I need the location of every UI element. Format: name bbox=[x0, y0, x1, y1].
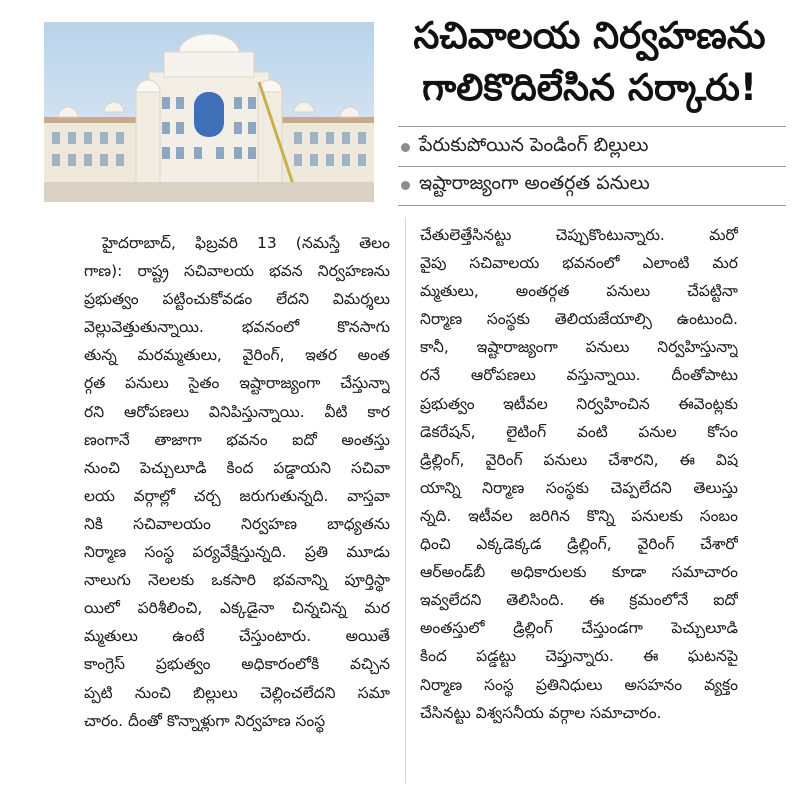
article-line: కింద పడ్డట్టు చెప్తున్నారు. ఈ ఘటనపై bbox=[420, 647, 738, 666]
bullet-icon bbox=[401, 143, 410, 152]
divider-line bbox=[398, 166, 786, 167]
article-line: కానీ, ఇష్టారాజ్యంగా పనులు నిర్వహిస్తున్నా bbox=[420, 338, 738, 357]
article-line: డ్రిల్లింగ్, వైరింగ్ పనులు చేశారని, ఈ విష bbox=[420, 450, 738, 469]
article-line: తున్న మరమ్మతులు, వైరింగ్, ఇతర అంత bbox=[84, 346, 390, 365]
article-line: రనే ఆరోపణలు వస్తున్నాయి. దీంతోపాటు bbox=[420, 366, 738, 385]
article-line: హైదరాబాద్, ఫిబ్రవరి 13 (నమస్తే తెలం bbox=[102, 234, 390, 252]
subhead-text: ఇష్టారాజ్యంగా అంతర్గత పనులు bbox=[419, 171, 650, 194]
secretariat-building-photo bbox=[44, 22, 374, 202]
article-line: రని ఆరోపణలు వినిపిస్తున్నాయి. వీటి కార bbox=[84, 402, 390, 421]
article-line: ర్గత పనులు సైతం ఇష్టారాజ్యంగా చేస్తున్నా bbox=[84, 374, 390, 393]
headline bbox=[392, 10, 787, 114]
divider-line bbox=[398, 126, 786, 127]
article-line: యిలో పరిశీలించి, ఎక్కడైనా చిన్నచిన్న మర bbox=[84, 599, 390, 618]
article-line: ధించి ఎక్కడెక్కడ డ్రిల్లింగ్, వైరింగ్ చేశారో bbox=[420, 535, 738, 554]
building-illustration bbox=[44, 22, 374, 202]
article-line: చారం. దీంతో కొన్నాళ్లుగా నిర్వహణ సంస్థ bbox=[84, 711, 326, 730]
divider-line bbox=[398, 205, 786, 206]
article-line: గాణ): రాష్ట్ర సచివాలయ భవన నిర్వహణను bbox=[84, 262, 390, 281]
article-line: డెకరేషన్, లైటింగ్ వంటి పనుల కోసం bbox=[420, 422, 738, 441]
article-column-left bbox=[84, 229, 390, 735]
article-line: అంతస్తులో డ్రిల్లింగ్ చేస్తుండగా పెచ్చులూడి bbox=[420, 619, 738, 638]
headline-line-2: గాలికొదిలేసిన సర్కారు! bbox=[422, 66, 757, 109]
article-line: నిర్మాణ సంస్థ పర్యవేక్షిస్తున్నది. ప్రతి మూడు bbox=[84, 543, 390, 562]
article-line: నాలుగు నెలలకు ఒకసారి భవనాన్ని పూర్తిస్థా bbox=[84, 571, 390, 590]
article-line: మ్మతులు ఉంటే చేస్తుంటారు. అయితే bbox=[84, 627, 390, 646]
article-line: ప్రభుత్వం ఇటీవల నిర్వహించిన ఈవెంట్లకు bbox=[420, 394, 738, 413]
article-line: వైపు సచివాలయ భవనంలో ఎలాంటి మర bbox=[420, 254, 738, 273]
subhead-item bbox=[393, 128, 788, 166]
article-line: చేసినట్టు విశ్వసనీయ వర్గాల సమాచారం. bbox=[420, 703, 662, 722]
headline-line-1: సచివాలయ నిర్వహణను bbox=[413, 14, 766, 57]
article-line: మ్మతులు, అంతర్గత పనులు చేపట్టినా bbox=[420, 282, 738, 301]
article-line: వెల్లువెత్తుతున్నాయి. భవనంలో కొనసాగు bbox=[84, 318, 390, 337]
article-line: ప్పటి నుంచి బిల్లులు చెల్లించలేదని సమా bbox=[84, 683, 390, 702]
subhead-item bbox=[393, 166, 788, 204]
article-line: కాంగ్రెస్ ప్రభుత్వం అధికారంలోకి వచ్చిన bbox=[84, 655, 390, 674]
article-line: లయ వర్గాల్లో చర్చ జరుగుతున్నది. వాస్తవా bbox=[84, 486, 390, 505]
article-line: ఆర్‌అండ్‌బీ అధికారులకు కూడా సమాచారం bbox=[420, 563, 738, 582]
article-line: న్నది. ఇటీవల జరిగిన కొన్ని పనులకు సంబం bbox=[420, 506, 738, 525]
article-column-right bbox=[420, 221, 738, 727]
article-line: ఇవ్వలేదని తెలిసింది. ఈ క్రమంలోనే ఐదో bbox=[420, 591, 738, 610]
subhead-text: పేరుకుపోయిన పెండింగ్ బిల్లులు bbox=[419, 133, 649, 156]
column-divider bbox=[405, 218, 406, 783]
article-line: ప్రభుత్వం పట్టించుకోవడం లేదని విమర్శలు bbox=[84, 290, 390, 309]
article-line: నిర్మాణ సంస్థ ప్రతినిధులు అసహనం వ్యక్తం bbox=[420, 675, 738, 694]
article-line: నిర్మాణ సంస్థకు తెలియజేయాల్సి ఉంటుంది. bbox=[420, 310, 738, 329]
bullet-icon bbox=[401, 181, 410, 190]
article-line: ణంగానే తాజాగా భవనం ఐదో అంతస్తు bbox=[84, 430, 390, 449]
article-line: నికి సచివాలయం నిర్వహణ బాధ్యతను bbox=[84, 514, 390, 533]
article-line: చేతులెత్తేసినట్టు చెప్పుకొంటున్నారు. మరో bbox=[420, 226, 738, 244]
article-line: యాన్ని నిర్మాణ సంస్థకు చెప్పలేదని తెలుస్తు bbox=[420, 478, 738, 497]
article-line: నుంచి పెచ్చులూడి కింద పడ్డాయని సచివా bbox=[84, 458, 390, 477]
